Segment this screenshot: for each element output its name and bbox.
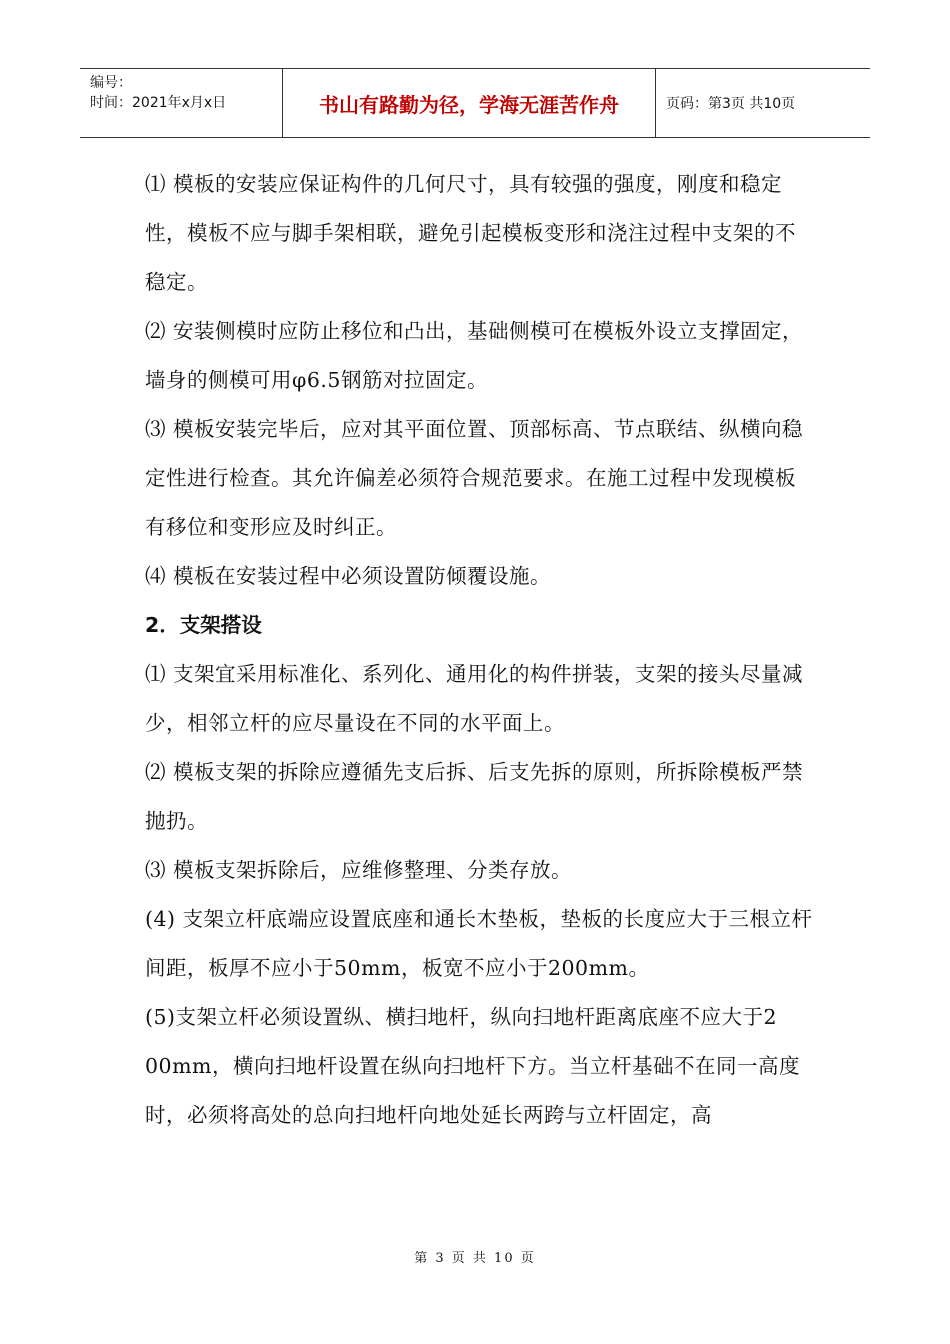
paragraph-9: (5)支架立杆必须设置纵、横扫地杆，纵向扫地杆距离底座不应大于2 00mm，横向扫地杆设置在纵向扫地杆下方。当立杆基础不在同一高度时，必须将高处的总向扫地杆向地处延长两跨与立杆固定，高: [145, 1005, 800, 1127]
paragraph-8: (4) 支架立杆底端应设置底座和通长木垫板，垫板的长度应大于三根立杆间距，板厚不应小于50mm，板宽不应小于200mm。: [145, 907, 813, 980]
paragraph-4: ⑷ 模板在安装过程中必须设置防倾覆设施。: [145, 564, 552, 588]
paragraph-3: ⑶ 模板安装完毕后，应对其平面位置、顶部标高、节点联结、纵横向稳定性进行检查。其允许偏差必须符合规范要求。在施工过程中发现模板有移位和变形应及时纠正。: [145, 417, 804, 539]
document-number-label: 编号：: [90, 75, 132, 91]
section-heading: 2．支架搭设: [145, 613, 262, 637]
page-header: [80, 68, 870, 138]
paragraph-7: ⑶ 模板支架拆除后，应维修整理、分类存放。: [145, 858, 573, 882]
paragraph-6: ⑵ 模板支架的拆除应遵循先支后拆、后支先拆的原则，所拆除模板严禁抛扔。: [145, 760, 804, 833]
page-footer: 第 3 页 共 10 页: [414, 1251, 536, 1266]
header-page-info: 页码：第3页 共10页: [666, 96, 796, 112]
document-body: [145, 160, 815, 1140]
header-meta: [80, 69, 282, 137]
paragraph-1: ⑴ 模板的安装应保证构件的几何尺寸，具有较强的强度，刚度和稳定性，模板不应与脚手架相联，避免引起模板变形和浇注过程中支架的不稳定。: [145, 172, 796, 294]
header-motto: 书山有路勤为径，学海无涯苦作舟: [282, 69, 656, 137]
paragraph-5: ⑴ 支架宜采用标准化、系列化、通用化的构件拼装，支架的接头尽量减少，相邻立杆的应尽量设在不同的水平面上。: [145, 662, 804, 735]
paragraph-2: ⑵ 安装侧模时应防止移位和凸出，基础侧模可在模板外设立支撑固定，墙身的侧模可用φ6.5钢筋对拉固定。: [145, 319, 804, 392]
document-date: 时间：2021年x月x日: [90, 95, 227, 111]
